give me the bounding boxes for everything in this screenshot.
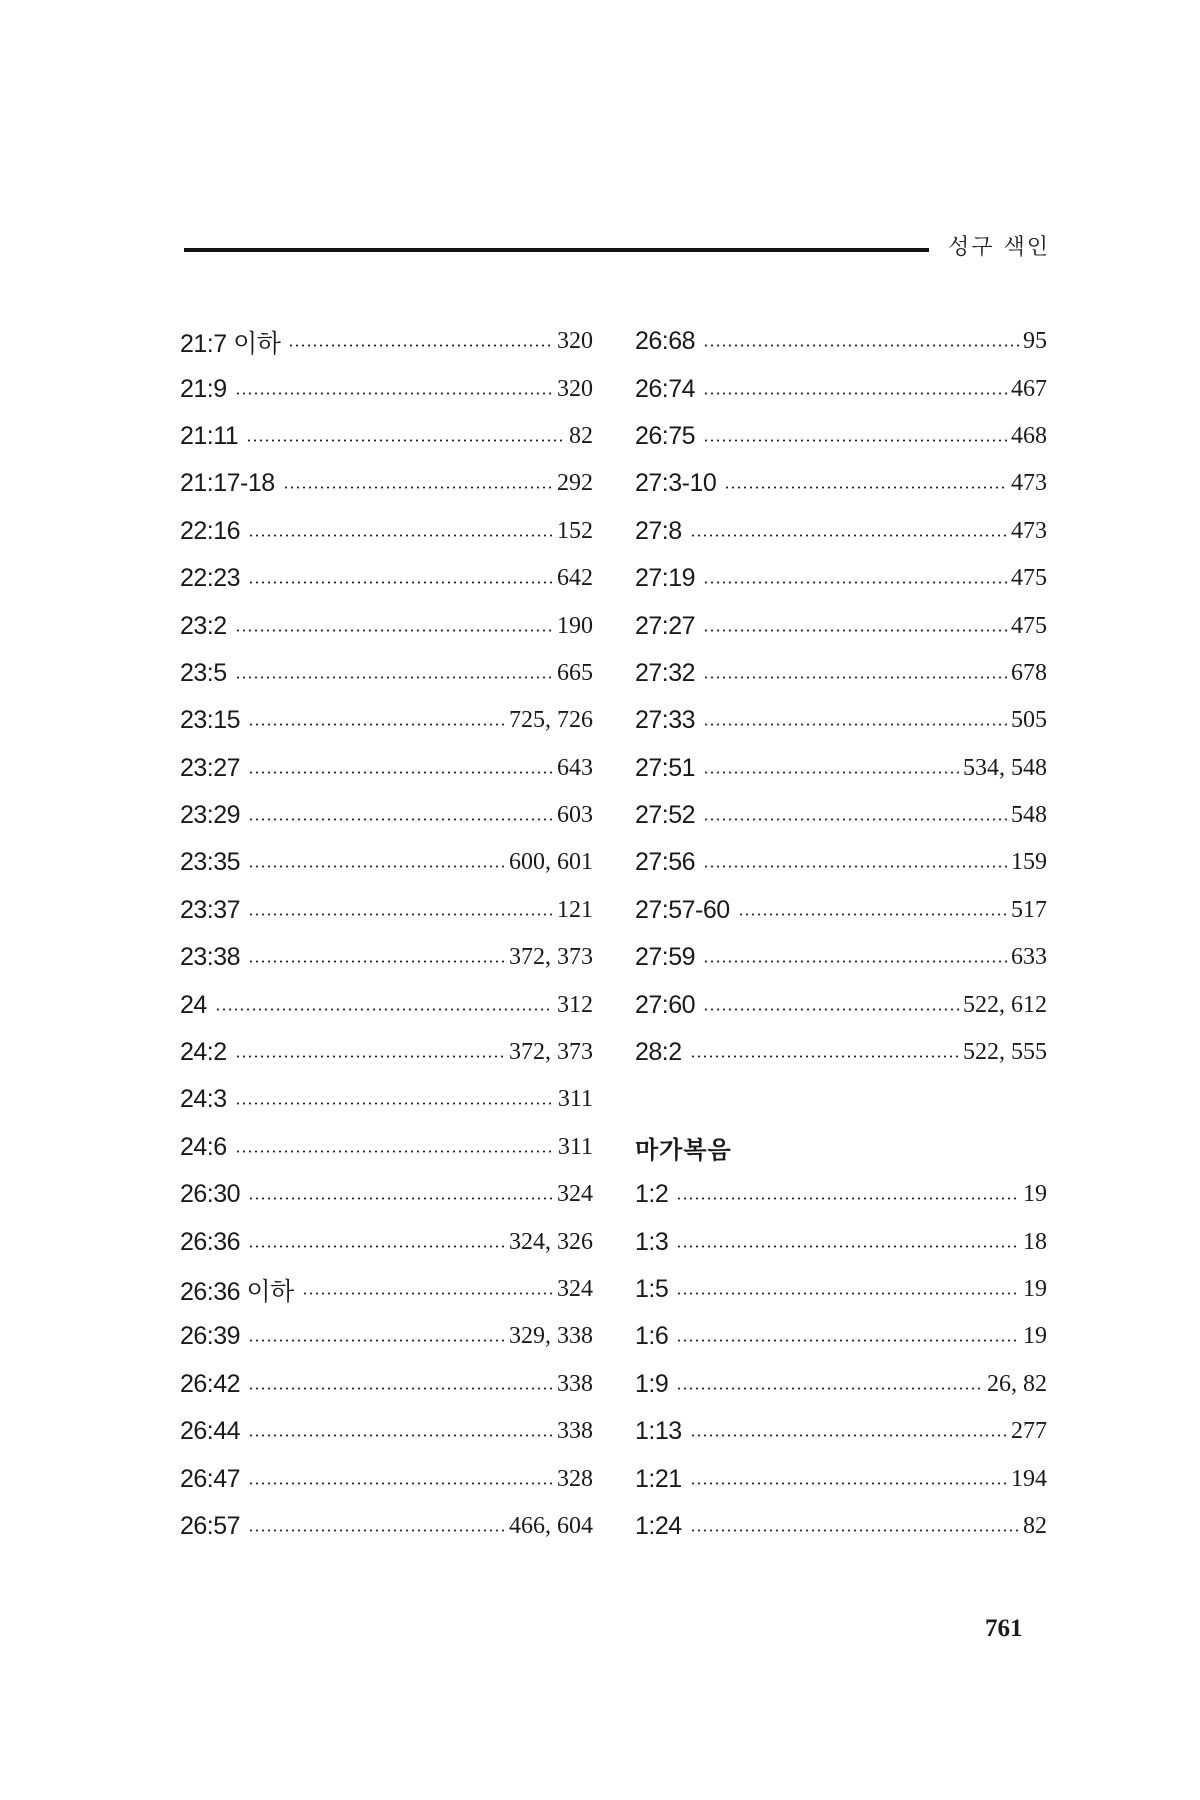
page-references: 324 (557, 1181, 593, 1208)
page-references: 473 (1011, 517, 1047, 544)
index-entry (635, 1408, 1047, 1455)
index-entry (635, 1313, 1047, 1360)
index-entry (635, 460, 1047, 507)
dot-leader (703, 960, 1007, 963)
index-entry (635, 413, 1047, 460)
dot-leader (248, 913, 553, 916)
dot-leader (703, 865, 1007, 868)
verse-reference: 26:74 (635, 374, 696, 403)
dot-leader (248, 1387, 553, 1390)
dot-leader (288, 344, 553, 347)
index-entry (180, 413, 593, 460)
page-references: 26, 82 (987, 1370, 1047, 1397)
index-entry (180, 934, 593, 981)
header-title: 성구 색인 (947, 235, 1050, 260)
index-entry (180, 1361, 593, 1408)
verse-reference: 22:23 (180, 564, 241, 593)
index-entry (635, 697, 1047, 744)
page-references: 372, 373 (509, 944, 593, 971)
page-references: 152 (557, 517, 593, 544)
page-references: 505 (1011, 707, 1047, 734)
page-references: 82 (1023, 1512, 1047, 1539)
page-references: 475 (1011, 565, 1047, 592)
page-references: 678 (1011, 659, 1047, 686)
page-references: 311 (557, 1086, 593, 1113)
page-references: 548 (1011, 802, 1047, 829)
index-entry (180, 1218, 593, 1265)
dot-leader (738, 913, 1007, 916)
header-rule (184, 248, 929, 252)
page-references: 82 (569, 422, 593, 449)
page-references: 95 (1023, 328, 1047, 355)
verse-reference: 23:5 (180, 658, 227, 687)
verse-reference: 21:11 (180, 421, 239, 450)
verse-reference: 1:3 (635, 1227, 669, 1256)
running-header (184, 230, 1050, 270)
index-entry (635, 1029, 1047, 1076)
index-entry (180, 1313, 593, 1360)
dot-leader (703, 723, 1007, 726)
left-index-column (180, 318, 593, 1550)
page-references: 159 (1011, 849, 1047, 876)
matthew-continued-entries (635, 318, 1047, 1076)
dot-leader (676, 1387, 983, 1390)
verse-reference: 27:19 (635, 564, 696, 593)
index-entry (635, 1266, 1047, 1313)
verse-reference: 22:16 (180, 516, 241, 545)
dot-leader (703, 581, 1007, 584)
dot-leader (690, 534, 1007, 537)
dot-leader (248, 1197, 553, 1200)
dot-leader (703, 676, 1007, 679)
section-gap (635, 1076, 1047, 1123)
dot-leader (676, 1197, 1019, 1200)
dot-leader (703, 392, 1007, 395)
index-entry (180, 508, 593, 555)
page-references: 311 (557, 1133, 593, 1160)
section-title-mark: 마가복음 (635, 1134, 732, 1164)
page-references: 475 (1011, 612, 1047, 639)
dot-leader (676, 1245, 1019, 1248)
page-references: 468 (1011, 422, 1047, 449)
page-references: 277 (1011, 1418, 1047, 1445)
page-references: 324, 326 (509, 1228, 593, 1255)
page-references: 522, 555 (963, 1039, 1047, 1066)
verse-reference: 24:3 (180, 1085, 227, 1114)
dot-leader (235, 392, 553, 395)
dot-leader (283, 486, 553, 489)
page-references: 473 (1011, 470, 1047, 497)
verse-reference: 26:57 (180, 1511, 241, 1540)
verse-reference: 27:8 (635, 516, 682, 545)
index-entry (635, 1455, 1047, 1502)
dot-leader (248, 960, 505, 963)
page-references: 190 (557, 612, 593, 639)
dot-leader (246, 439, 565, 442)
verse-reference: 27:52 (635, 801, 696, 830)
page-references: 643 (557, 754, 593, 781)
verse-reference: 27:57-60 (635, 895, 730, 924)
dot-leader (248, 534, 553, 537)
dot-leader (724, 486, 1007, 489)
index-entry (180, 318, 593, 365)
index-entry (635, 508, 1047, 555)
verse-reference: 23:35 (180, 848, 241, 877)
index-entry (635, 365, 1047, 412)
verse-reference: 23:29 (180, 801, 241, 830)
verse-reference: 21:9 (180, 374, 227, 403)
verse-reference: 23:38 (180, 943, 241, 972)
dot-leader (235, 1102, 554, 1105)
index-entry (180, 792, 593, 839)
index-entry (180, 1503, 593, 1550)
verse-reference: 26:36 이하 (180, 1277, 294, 1306)
index-entry (635, 602, 1047, 649)
verse-reference: 27:51 (635, 753, 696, 782)
dot-leader (690, 1055, 959, 1058)
right-index-column (635, 318, 1047, 1550)
verse-reference: 26:47 (180, 1464, 241, 1493)
verse-reference: 27:33 (635, 706, 696, 735)
dot-leader (703, 771, 959, 774)
verse-reference: 23:27 (180, 753, 241, 782)
verse-reference: 27:27 (635, 611, 696, 640)
verse-reference: 26:36 (180, 1227, 241, 1256)
dot-leader (676, 1292, 1019, 1295)
index-entry (180, 887, 593, 934)
index-entry (635, 1218, 1047, 1265)
verse-reference: 28:2 (635, 1038, 682, 1067)
index-entry (180, 1408, 593, 1455)
dot-leader (248, 581, 553, 584)
page-references: 466, 604 (509, 1512, 593, 1539)
dot-leader (235, 629, 553, 632)
index-entry (180, 1076, 593, 1123)
dot-leader (248, 1529, 505, 1532)
verse-reference: 23:15 (180, 706, 241, 735)
dot-leader (235, 1150, 554, 1153)
dot-leader (248, 865, 505, 868)
index-entry (180, 839, 593, 886)
verse-reference: 27:32 (635, 658, 696, 687)
verse-reference: 24:2 (180, 1038, 227, 1067)
page-references: 338 (557, 1370, 593, 1397)
index-entry (180, 460, 593, 507)
index-entry (180, 1124, 593, 1171)
verse-reference: 1:2 (635, 1180, 669, 1209)
index-entry (635, 1171, 1047, 1218)
verse-reference: 1:21 (635, 1464, 682, 1493)
page-references: 19 (1023, 1276, 1047, 1302)
verse-reference: 27:56 (635, 848, 696, 877)
dot-leader (248, 1245, 505, 1248)
page-references: 517 (1011, 896, 1047, 923)
index-entry (635, 887, 1047, 934)
verse-reference: 26:42 (180, 1369, 241, 1398)
index-entry (635, 1361, 1047, 1408)
verse-reference: 26:30 (180, 1180, 241, 1209)
verse-reference: 1:5 (635, 1275, 669, 1303)
index-entry (635, 650, 1047, 697)
dot-leader (690, 1434, 1007, 1437)
verse-reference: 23:37 (180, 895, 241, 924)
page-references: 603 (557, 802, 593, 829)
page-references: 600, 601 (509, 849, 593, 876)
page-references: 121 (557, 896, 593, 923)
index-entry (635, 981, 1047, 1028)
page-references: 338 (557, 1418, 593, 1445)
verse-reference: 26:39 (180, 1322, 241, 1351)
index-entry (180, 1455, 593, 1502)
index-entry (635, 1503, 1047, 1550)
page-references: 522, 612 (963, 991, 1047, 1018)
mark-entries (635, 1171, 1047, 1550)
index-entry (180, 1266, 593, 1313)
dot-leader (235, 1055, 505, 1058)
dot-leader (235, 676, 553, 679)
dot-leader (248, 723, 505, 726)
page-references: 320 (557, 328, 593, 355)
page-references: 329, 338 (509, 1323, 593, 1350)
dot-leader (703, 1008, 959, 1011)
dot-leader (248, 771, 553, 774)
page-references: 665 (557, 659, 593, 686)
verse-reference: 24:6 (180, 1132, 227, 1161)
verse-reference: 24 (180, 990, 207, 1019)
verse-reference: 26:68 (635, 327, 696, 356)
verse-reference: 1:9 (635, 1369, 669, 1398)
page-references: 194 (1011, 1465, 1047, 1492)
verse-reference: 27:3-10 (635, 469, 717, 498)
index-entry (180, 650, 593, 697)
page-references: 324 (557, 1276, 593, 1302)
page-references: 372, 373 (509, 1039, 593, 1066)
index-entry (635, 555, 1047, 602)
index-entry (635, 318, 1047, 365)
index-entry (180, 745, 593, 792)
verse-reference: 26:44 (180, 1417, 241, 1446)
index-entry (635, 745, 1047, 792)
verse-reference: 27:60 (635, 990, 696, 1019)
dot-leader (215, 1008, 553, 1011)
index-entry (180, 981, 593, 1028)
page-references: 328 (557, 1465, 593, 1492)
page-references: 320 (557, 375, 593, 402)
index-entry (180, 365, 593, 412)
page-number: 761 (985, 1615, 1023, 1642)
page-references: 633 (1011, 944, 1047, 971)
page-references: 292 (557, 470, 593, 497)
index-entry (180, 1171, 593, 1218)
index-entry (180, 1029, 593, 1076)
dot-leader (676, 1339, 1019, 1342)
dot-leader (302, 1292, 553, 1295)
verse-reference: 1:6 (635, 1322, 669, 1351)
verse-reference: 21:7 이하 (180, 329, 281, 358)
page-references: 312 (557, 991, 593, 1018)
dot-leader (703, 344, 1019, 347)
verse-reference: 26:75 (635, 421, 696, 450)
index-entry (180, 602, 593, 649)
dot-leader (690, 1529, 1019, 1532)
dot-leader (248, 818, 553, 821)
page-references: 725, 726 (509, 707, 593, 734)
page-references: 642 (557, 565, 593, 592)
dot-leader (248, 1482, 553, 1485)
verse-reference: 21:17-18 (180, 469, 275, 498)
verse-reference: 27:59 (635, 943, 696, 972)
dot-leader (703, 629, 1007, 632)
verse-reference: 1:13 (635, 1417, 682, 1446)
dot-leader (703, 818, 1007, 821)
dot-leader (703, 439, 1007, 442)
page-references: 19 (1023, 1323, 1047, 1350)
dot-leader (690, 1482, 1007, 1485)
verse-reference: 1:24 (635, 1511, 682, 1540)
dot-leader (248, 1339, 505, 1342)
dot-leader (248, 1434, 553, 1437)
verse-reference: 23:2 (180, 611, 227, 640)
page-references: 467 (1011, 375, 1047, 402)
index-entry (180, 555, 593, 602)
page-references: 18 (1023, 1228, 1047, 1255)
index-entry (635, 839, 1047, 886)
index-entry (180, 697, 593, 744)
index-entry (635, 934, 1047, 981)
page-references: 534, 548 (963, 754, 1047, 781)
index-entry (635, 792, 1047, 839)
page-references: 19 (1023, 1181, 1047, 1208)
